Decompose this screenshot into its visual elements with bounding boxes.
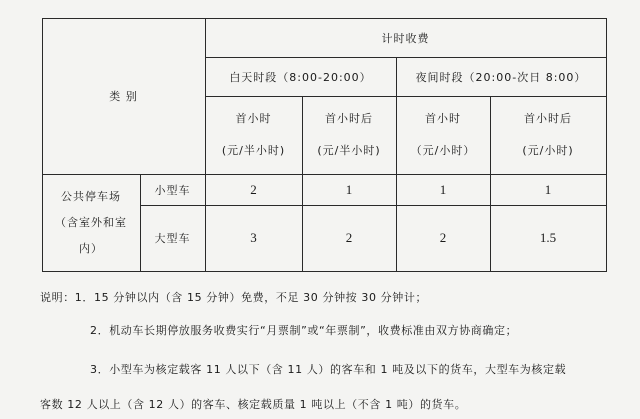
billing-header: 计时收费: [381, 31, 430, 45]
fee-value: 2: [439, 230, 447, 245]
fee-value: 3: [250, 230, 257, 245]
fee-value: 2: [250, 181, 257, 197]
table-border-right: [606, 18, 607, 272]
column-title: 首小时: [425, 112, 461, 125]
fee-value: 2: [345, 230, 353, 245]
note-line: 2．机动车长期停放服务收费实行“月票制”或“年票制”，收费标准由双方协商确定；: [90, 324, 518, 337]
note-line: 说明：1．15 分钟以内（含 15 分钟）免费，不足 30 分钟按 30 分钟计；: [40, 291, 428, 304]
fee-value: 1.5: [539, 230, 557, 245]
category-header: 类 别: [109, 90, 138, 103]
location-line: （含室外和室: [55, 215, 127, 229]
column-header: [490, 96, 606, 174]
fee-value: 1: [439, 181, 447, 197]
fee-value: 1: [544, 181, 552, 197]
column-header: [396, 96, 490, 174]
column-title: 首小时后: [524, 112, 572, 125]
column-header: [205, 96, 302, 174]
location-line: 公共停车场: [61, 189, 121, 203]
vehicle-type-large: 大型车: [154, 232, 191, 245]
column-unit: (元/小时): [522, 144, 574, 157]
column-unit: （元/小时）: [410, 144, 476, 157]
note-line: 客数 12 人以上（含 12 人）的客车、核定载质量 1 吨以上（不含 1 吨）的货车。: [40, 398, 467, 411]
day-period-header: 白天时段（8:00-20:00）: [229, 70, 372, 84]
table-border-bottom: [42, 271, 607, 272]
night-period-header: 夜间时段（20:00-次日 8:00）: [415, 70, 587, 84]
column-title: 首小时: [235, 112, 272, 125]
column-unit: (元/半小时): [221, 144, 286, 157]
note-line: 3．小型车为核定载客 11 人以下（含 11 人）的客车和 1 吨及以下的货车，大型车为核定载: [90, 363, 567, 376]
column-header: [302, 96, 396, 174]
vehicle-type-small: 小型车: [154, 183, 191, 197]
location-line: 内）: [79, 241, 103, 255]
fee-value: 1: [345, 181, 353, 197]
column-unit: (元/半小时): [317, 144, 381, 157]
location-cell: [42, 174, 140, 271]
column-title: 首小时后: [325, 112, 373, 125]
